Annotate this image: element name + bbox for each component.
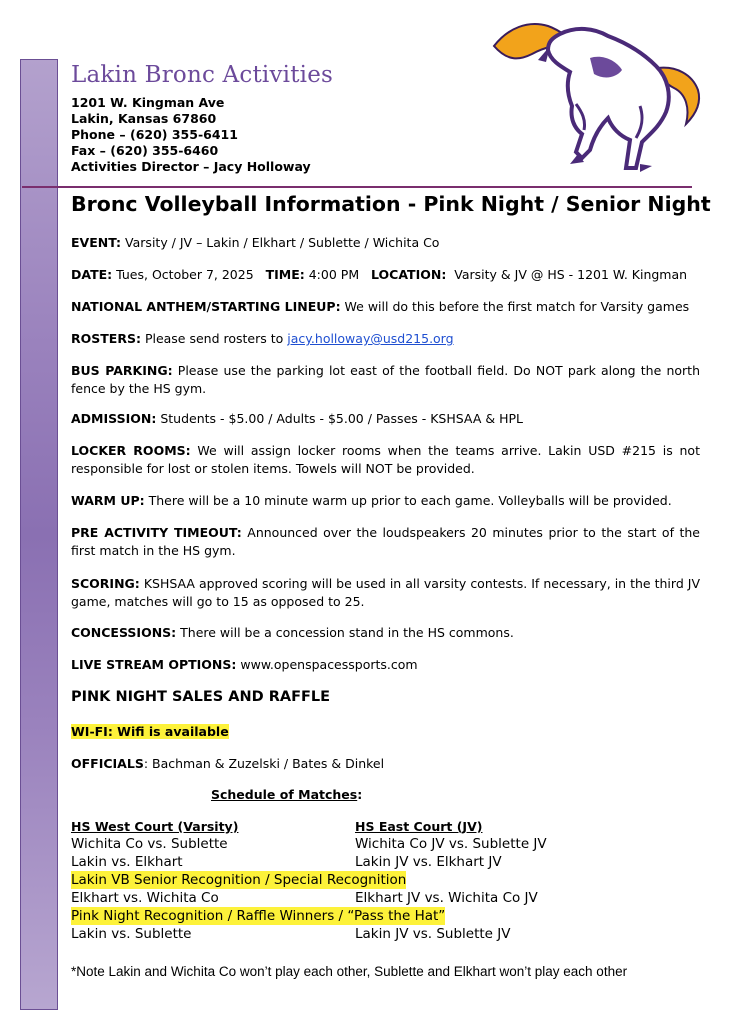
warmup-line — [71, 492, 700, 510]
locker-value: We will assign locker rooms when the teams arrive. Lakin USD #215 is not responsible for lost or stolen items. Towels will NOT be provided. — [71, 443, 700, 476]
livestream-label: LIVE STREAM OPTIONS: — [71, 657, 237, 672]
location-label: LOCATION: — [371, 267, 447, 282]
warmup-value: There will be a 10 minute warm up prior to each game. Volleyballs will be provided. — [148, 493, 672, 508]
rosters-line — [71, 330, 700, 348]
wifi-line — [71, 723, 700, 741]
city-line: Lakin, Kansas 67860 — [71, 111, 217, 126]
event-line — [71, 234, 700, 252]
schedule-title-text: Schedule of Matches — [211, 787, 358, 802]
director-line: Activities Director – Jacy Holloway — [71, 159, 311, 174]
east-match: Lakin JV vs. Elkhart JV — [355, 854, 502, 870]
pink-night-banner: Pink Night Recognition / Raffle Winners / “Pass the Hat” — [71, 908, 446, 924]
senior-recognition-banner: Lakin VB Senior Recognition / Special Recognition — [71, 872, 407, 888]
locker-label: LOCKER ROOMS: — [71, 443, 191, 458]
admission-line — [71, 410, 700, 428]
pink-night-heading: PINK NIGHT SALES AND RAFFLE — [71, 689, 331, 705]
west-match: Lakin vs. Sublette — [71, 926, 192, 942]
page-title: Bronc Volleyball Information - Pink Night / Senior Night — [71, 192, 711, 216]
date-label: DATE: — [71, 267, 113, 282]
date-line — [71, 266, 700, 284]
decorative-sidebar — [20, 59, 58, 1010]
location-value: Varsity & JV @ HS - 1201 W. Kingman — [454, 267, 688, 282]
locker-paragraph — [71, 442, 700, 478]
west-match: Wichita Co vs. Sublette — [71, 836, 228, 852]
anthem-value: We will do this before the first match for Varsity games — [344, 299, 690, 314]
time-label: TIME: — [265, 267, 305, 282]
scoring-label: SCORING: — [71, 576, 140, 591]
schedule-title-colon: : — [357, 787, 363, 802]
email-link[interactable]: jacy.holloway@usd215.org — [287, 331, 454, 346]
west-match: Elkhart vs. Wichita Co — [71, 890, 219, 906]
scoring-paragraph — [71, 575, 700, 611]
anthem-label: NATIONAL ANTHEM/STARTING LINEUP: — [71, 299, 341, 314]
bus-parking-paragraph — [71, 362, 700, 398]
warmup-label: WARM UP: — [71, 493, 145, 508]
wifi-text: WI-FI: Wifi is available — [71, 724, 229, 739]
schedule-title — [211, 787, 362, 802]
officials-line — [71, 755, 700, 773]
west-match: Lakin vs. Elkhart — [71, 854, 183, 870]
scoring-value: KSHSAA approved scoring will be used in all varsity contests. If necessary, in the third JV game, matches will go to 15 as opposed to 25. — [71, 576, 700, 609]
phone-line: Phone – (620) 355-6411 — [71, 127, 238, 142]
bronco-horse-logo — [490, 8, 705, 178]
officials-value: : Bachman & Zuzelski / Bates & Dinkel — [143, 756, 385, 771]
admission-label: ADMISSION: — [71, 411, 157, 426]
east-match: Wichita Co JV vs. Sublette JV — [355, 836, 547, 852]
org-title: Lakin Bronc Activities — [71, 62, 334, 88]
anthem-line — [71, 298, 700, 316]
east-match: Elkhart JV vs. Wichita Co JV — [355, 890, 538, 906]
livestream-line — [71, 656, 700, 674]
timeout-value: Announced over the loudspeakers 20 minutes prior to the start of the first match in the HS gym. — [71, 525, 700, 558]
time-value: 4:00 PM — [308, 267, 360, 282]
admission-value: Students - $5.00 / Adults - $5.00 / Passes - KSHSAA & HPL — [160, 411, 523, 426]
fax-line: Fax – (620) 355-6460 — [71, 143, 219, 158]
event-label: EVENT: — [71, 235, 122, 250]
bus-label: BUS PARKING: — [71, 363, 173, 378]
date-value: Tues, October 7, 2025 — [116, 267, 254, 282]
bus-value: Please use the parking lot east of the football field. Do NOT park along the north fence by the HS gym. — [71, 363, 700, 396]
west-court-header: HS West Court (Varsity) — [71, 819, 239, 834]
footnote: *Note Lakin and Wichita Co won’t play each other, Sublette and Elkhart won’t play each other — [71, 964, 628, 979]
east-match: Lakin JV vs. Sublette JV — [355, 926, 511, 942]
address-line: 1201 W. Kingman Ave — [71, 95, 225, 110]
rosters-value: Please send rosters to — [144, 331, 284, 346]
officials-label: OFFICIALS — [71, 756, 144, 771]
concessions-value: There will be a concession stand in the HS commons. — [180, 625, 514, 640]
event-value: Varsity / JV – Lakin / Elkhart / Sublette / Wichita Co — [125, 235, 440, 250]
timeout-paragraph — [71, 524, 700, 560]
header-divider — [22, 186, 692, 188]
concessions-line — [71, 624, 700, 642]
timeout-label: PRE ACTIVITY TIMEOUT: — [71, 525, 242, 540]
livestream-value: www.openspacessports.com — [240, 657, 418, 672]
concessions-label: CONCESSIONS: — [71, 625, 177, 640]
east-court-header: HS East Court (JV) — [355, 819, 483, 834]
rosters-label: ROSTERS: — [71, 331, 141, 346]
